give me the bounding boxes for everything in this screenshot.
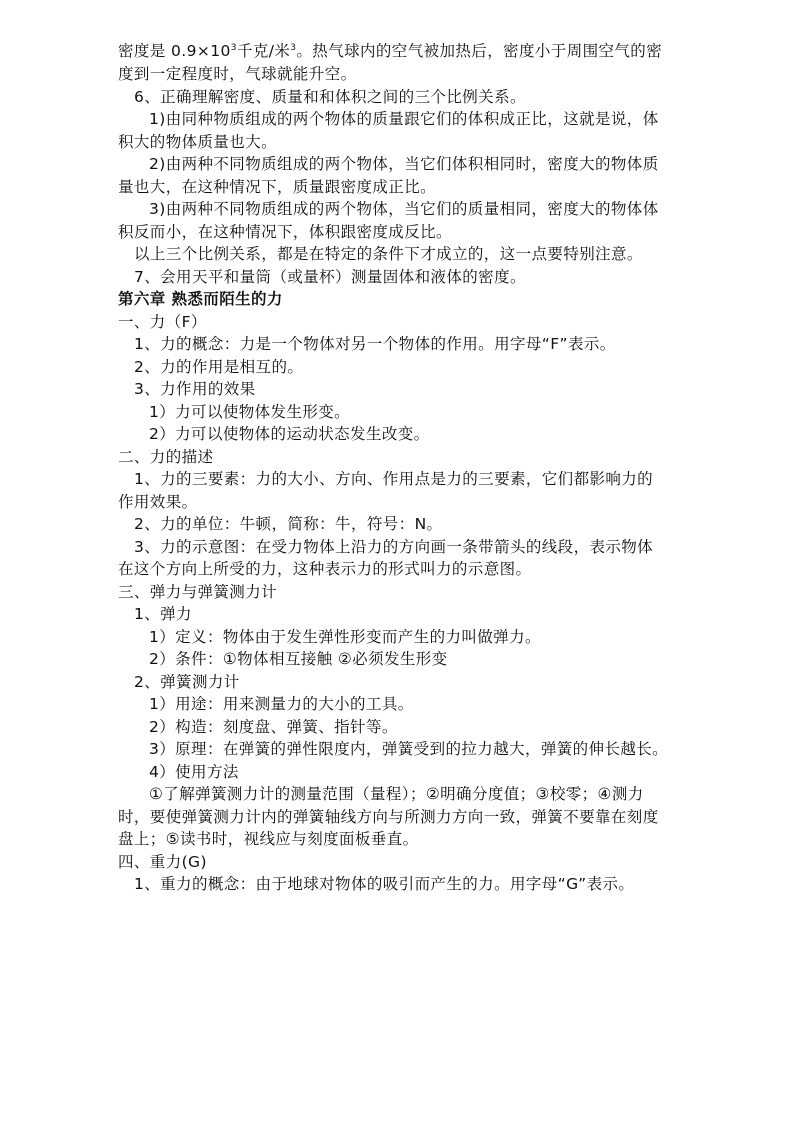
list-item: 3)由两种不同物质组成的两个物体，当它们的质量相同，密度大的物体体: [149, 200, 659, 218]
list-item: 2）条件：①物体相互接触 ②必须发生形变: [149, 650, 448, 668]
text-line: 在这个方向上所受的力，这种表示力的形式叫力的示意图。: [118, 560, 532, 578]
list-item: 1、力的三要素：力的大小、方向、作用点是力的三要素，它们都影响力的: [134, 470, 654, 488]
list-item: 1、力的概念：力是一个物体对另一个物体的作用。用字母“F”表示。: [134, 335, 616, 353]
section-heading: 三、弹力与弹簧测力计: [118, 583, 278, 601]
list-item: 3、力作用的效果: [134, 380, 256, 398]
text-line: 作用效果。: [118, 493, 198, 511]
list-item: ①了解弹簧测力计的测量范围（量程）；②明确分度值；③校零；④测力: [149, 785, 644, 803]
list-item: 1)由同种物质组成的两个物体的质量跟它们的体积成正比，这就是说，体: [149, 110, 659, 128]
list-item: 2、力的单位：牛顿，简称：牛，符号：N。: [134, 515, 443, 533]
note-text: 以上三个比例关系，都是在特定的条件下才成立的，这一点要特别注意。: [134, 245, 643, 263]
list-item: 6、正确理解密度、质量和和体积之间的三个比例关系。: [134, 88, 526, 106]
list-item: 1）力可以使物体发生形变。: [149, 403, 351, 421]
list-item: 2）力可以使物体的运动状态发生改变。: [149, 425, 430, 443]
list-item: 3）原理：在弹簧的弹性限度内，弹簧受到的拉力越大，弹簧的伸长越长。: [149, 740, 669, 758]
list-item: 7、会用天平和量筒（或量杯）测量固体和液体的密度。: [134, 268, 526, 286]
list-item: 3、力的示意图：在受力物体上沿力的方向画一条带箭头的线段，表示物体: [134, 538, 654, 556]
list-item: 1）定义：物体由于发生弹性形变而产生的力叫做弹力。: [149, 628, 541, 646]
list-item: 1、弹力: [134, 605, 192, 623]
list-item: 2)由两种不同物质组成的两个物体，当它们体积相同时，密度大的物体质: [149, 155, 659, 173]
section-heading: 二、力的描述: [118, 448, 214, 466]
text-line: 积大的物体质量也大。: [118, 133, 278, 151]
text-line: 量也大，在这种情况下，质量跟密度成正比。: [118, 178, 437, 196]
list-item: 2、弹簧测力计: [134, 673, 240, 691]
section-heading: 四、重力(G): [118, 853, 207, 871]
text-line: 盘上；⑤读书时，视线应与刻度面板垂直。: [118, 830, 419, 848]
chapter-heading: 第六章 熟悉而陌生的力: [118, 290, 283, 308]
list-item: 4）使用方法: [149, 763, 239, 781]
section-heading: 一、力（F）: [118, 313, 207, 331]
text-line: 时，要使弹簧测力计内的弹簧轴线方向与所测力方向一致，弹簧不要靠在刻度: [118, 808, 659, 826]
text-line: 度到一定程度时，气球就能升空。: [118, 65, 357, 83]
text-line: 积反而小，在这种情况下，体积跟密度成反比。: [118, 223, 452, 241]
text-line: 密度是 $0.9\times 10^3$千克/米$^3$。热气球内的空气被加热后，密度小于周围空气的密: [118, 42, 663, 60]
list-item: 2）构造：刻度盘、弹簧、指针等。: [149, 718, 398, 736]
list-item: 2、力的作用是相互的。: [134, 358, 304, 376]
list-item: 1、重力的概念：由于地球对物体的吸引而产生的力。用字母“G”表示。: [134, 875, 635, 893]
list-item: 1）用途：用来测量力的大小的工具。: [149, 695, 414, 713]
